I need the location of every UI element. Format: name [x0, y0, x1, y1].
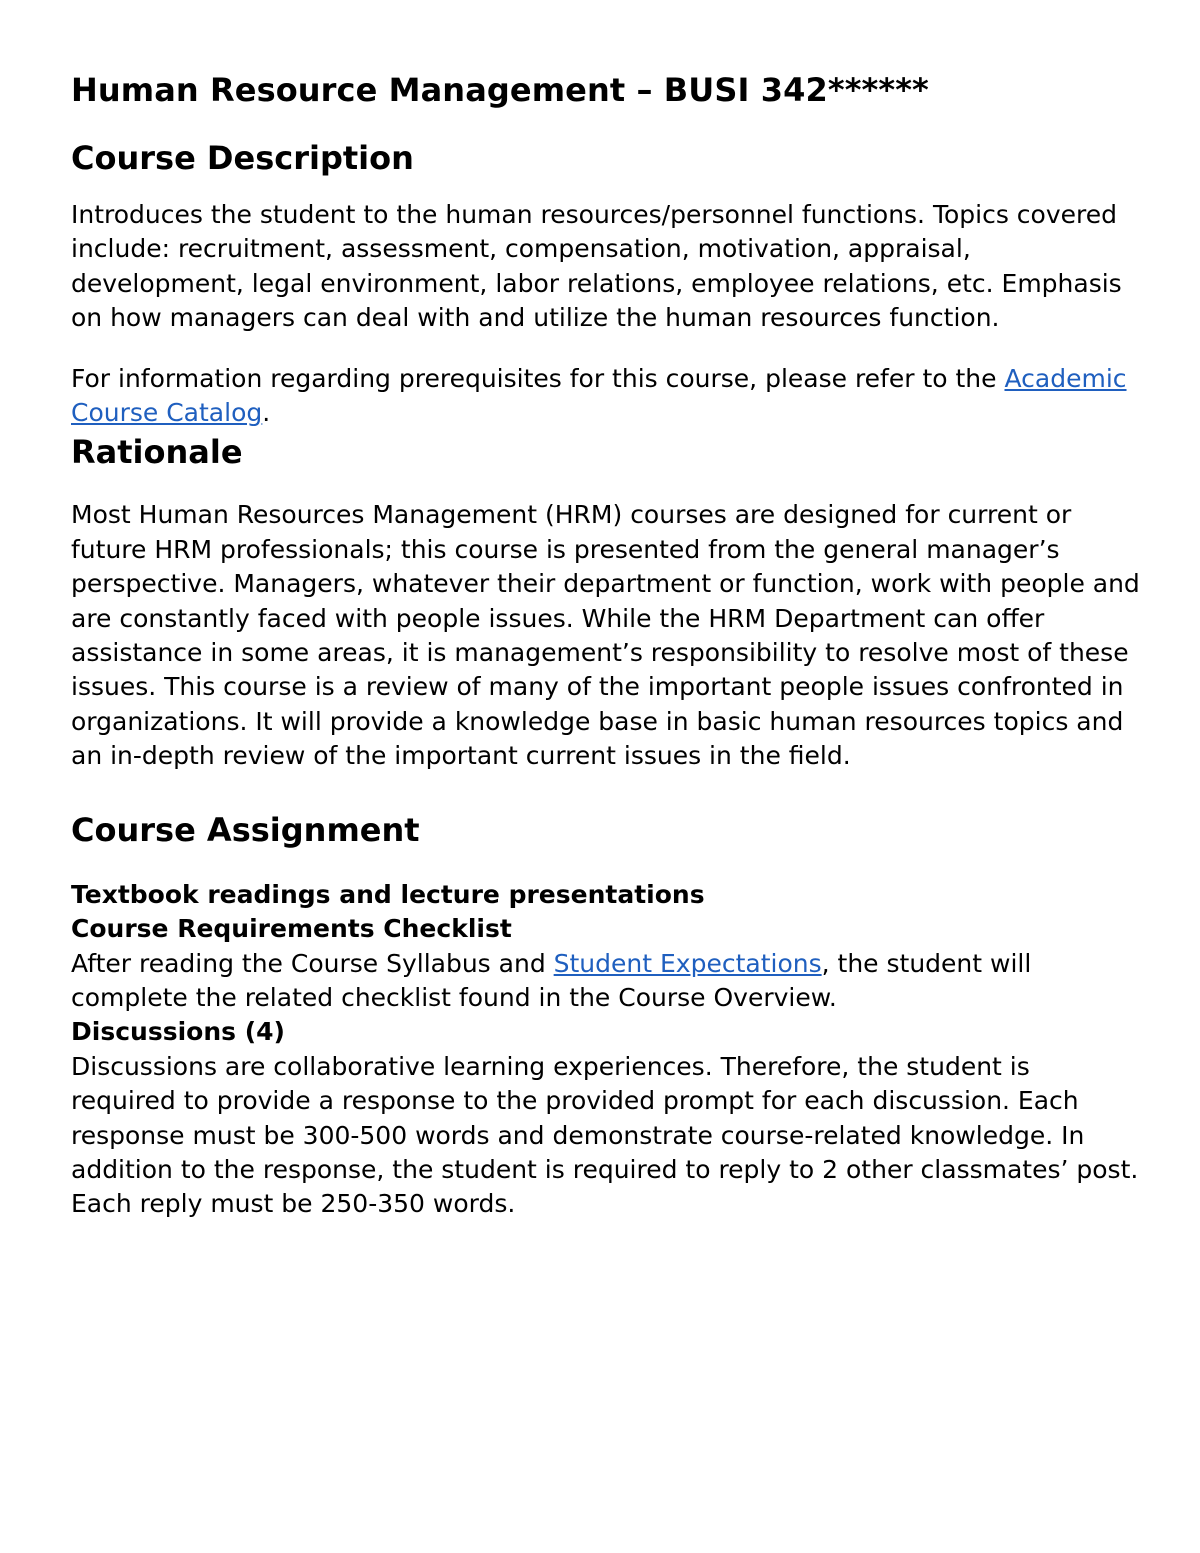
- checklist-text-before: After reading the Course Syllabus and: [71, 948, 554, 978]
- document-page: [71, 66, 1141, 1222]
- course-description-heading: Course Description: [71, 139, 414, 177]
- rationale-heading: Rationale: [71, 433, 243, 472]
- prereq-text-after: .: [262, 398, 271, 428]
- course-requirements-checklist-heading: Course Requirements Checklist: [71, 914, 512, 944]
- academic-course-catalog-link[interactable]: Academic Course Catalog: [71, 363, 1127, 428]
- checklist-text-after: , the student will complete the related checklist found in the Course Overview.: [71, 948, 1032, 1012]
- textbook-readings-heading: Textbook readings and lecture presentations: [71, 879, 705, 909]
- prerequisites-paragraph: [71, 362, 1141, 431]
- discussions-paragraph: Discussions are collaborative learning experiences. Therefore, the student is required to provide a response to the provided prompt for each discussion. Each response must be 300-500 words and demonstrate course-related knowledge. In addition to the response, the student is required to reply to 2 other classmates’ post. Each reply must be 250-350 words.: [71, 1051, 1139, 1219]
- course-assignment-heading: Course Assignment: [71, 810, 420, 849]
- prereq-text-before: For information regarding prerequisites for this course, please refer to the: [71, 363, 1005, 393]
- document-title: Human Resource Management – BUSI 342******: [71, 71, 929, 109]
- checklist-paragraph: [71, 947, 1141, 1016]
- rationale-paragraph: Most Human Resources Management (HRM) courses are designed for current or future HRM professionals; this course is presented from the general manager’s perspective. Managers, whatever their department or function, work with people and are constantly faced with people issues. While the HRM Department can offer assistance in some areas, it is management’s responsibility to resolve most of these issues. This course is a review of many of the important people issues confronted in organizations. It will provide a knowledge base in basic human resources topics and an in-depth review of the important current issues in the field.: [71, 500, 1140, 771]
- discussions-heading: Discussions (4): [71, 1017, 285, 1047]
- student-expectations-link[interactable]: Student Expectations: [553, 948, 822, 978]
- course-description-paragraph: Introduces the student to the human resources/personnel functions. Topics covered include: recruitment, assessment, compensation, motivation, appraisal, development, legal environment, labor relations, employee relations, etc. Emphasis on how managers can deal with and utilize the human resources function.: [71, 200, 1122, 333]
